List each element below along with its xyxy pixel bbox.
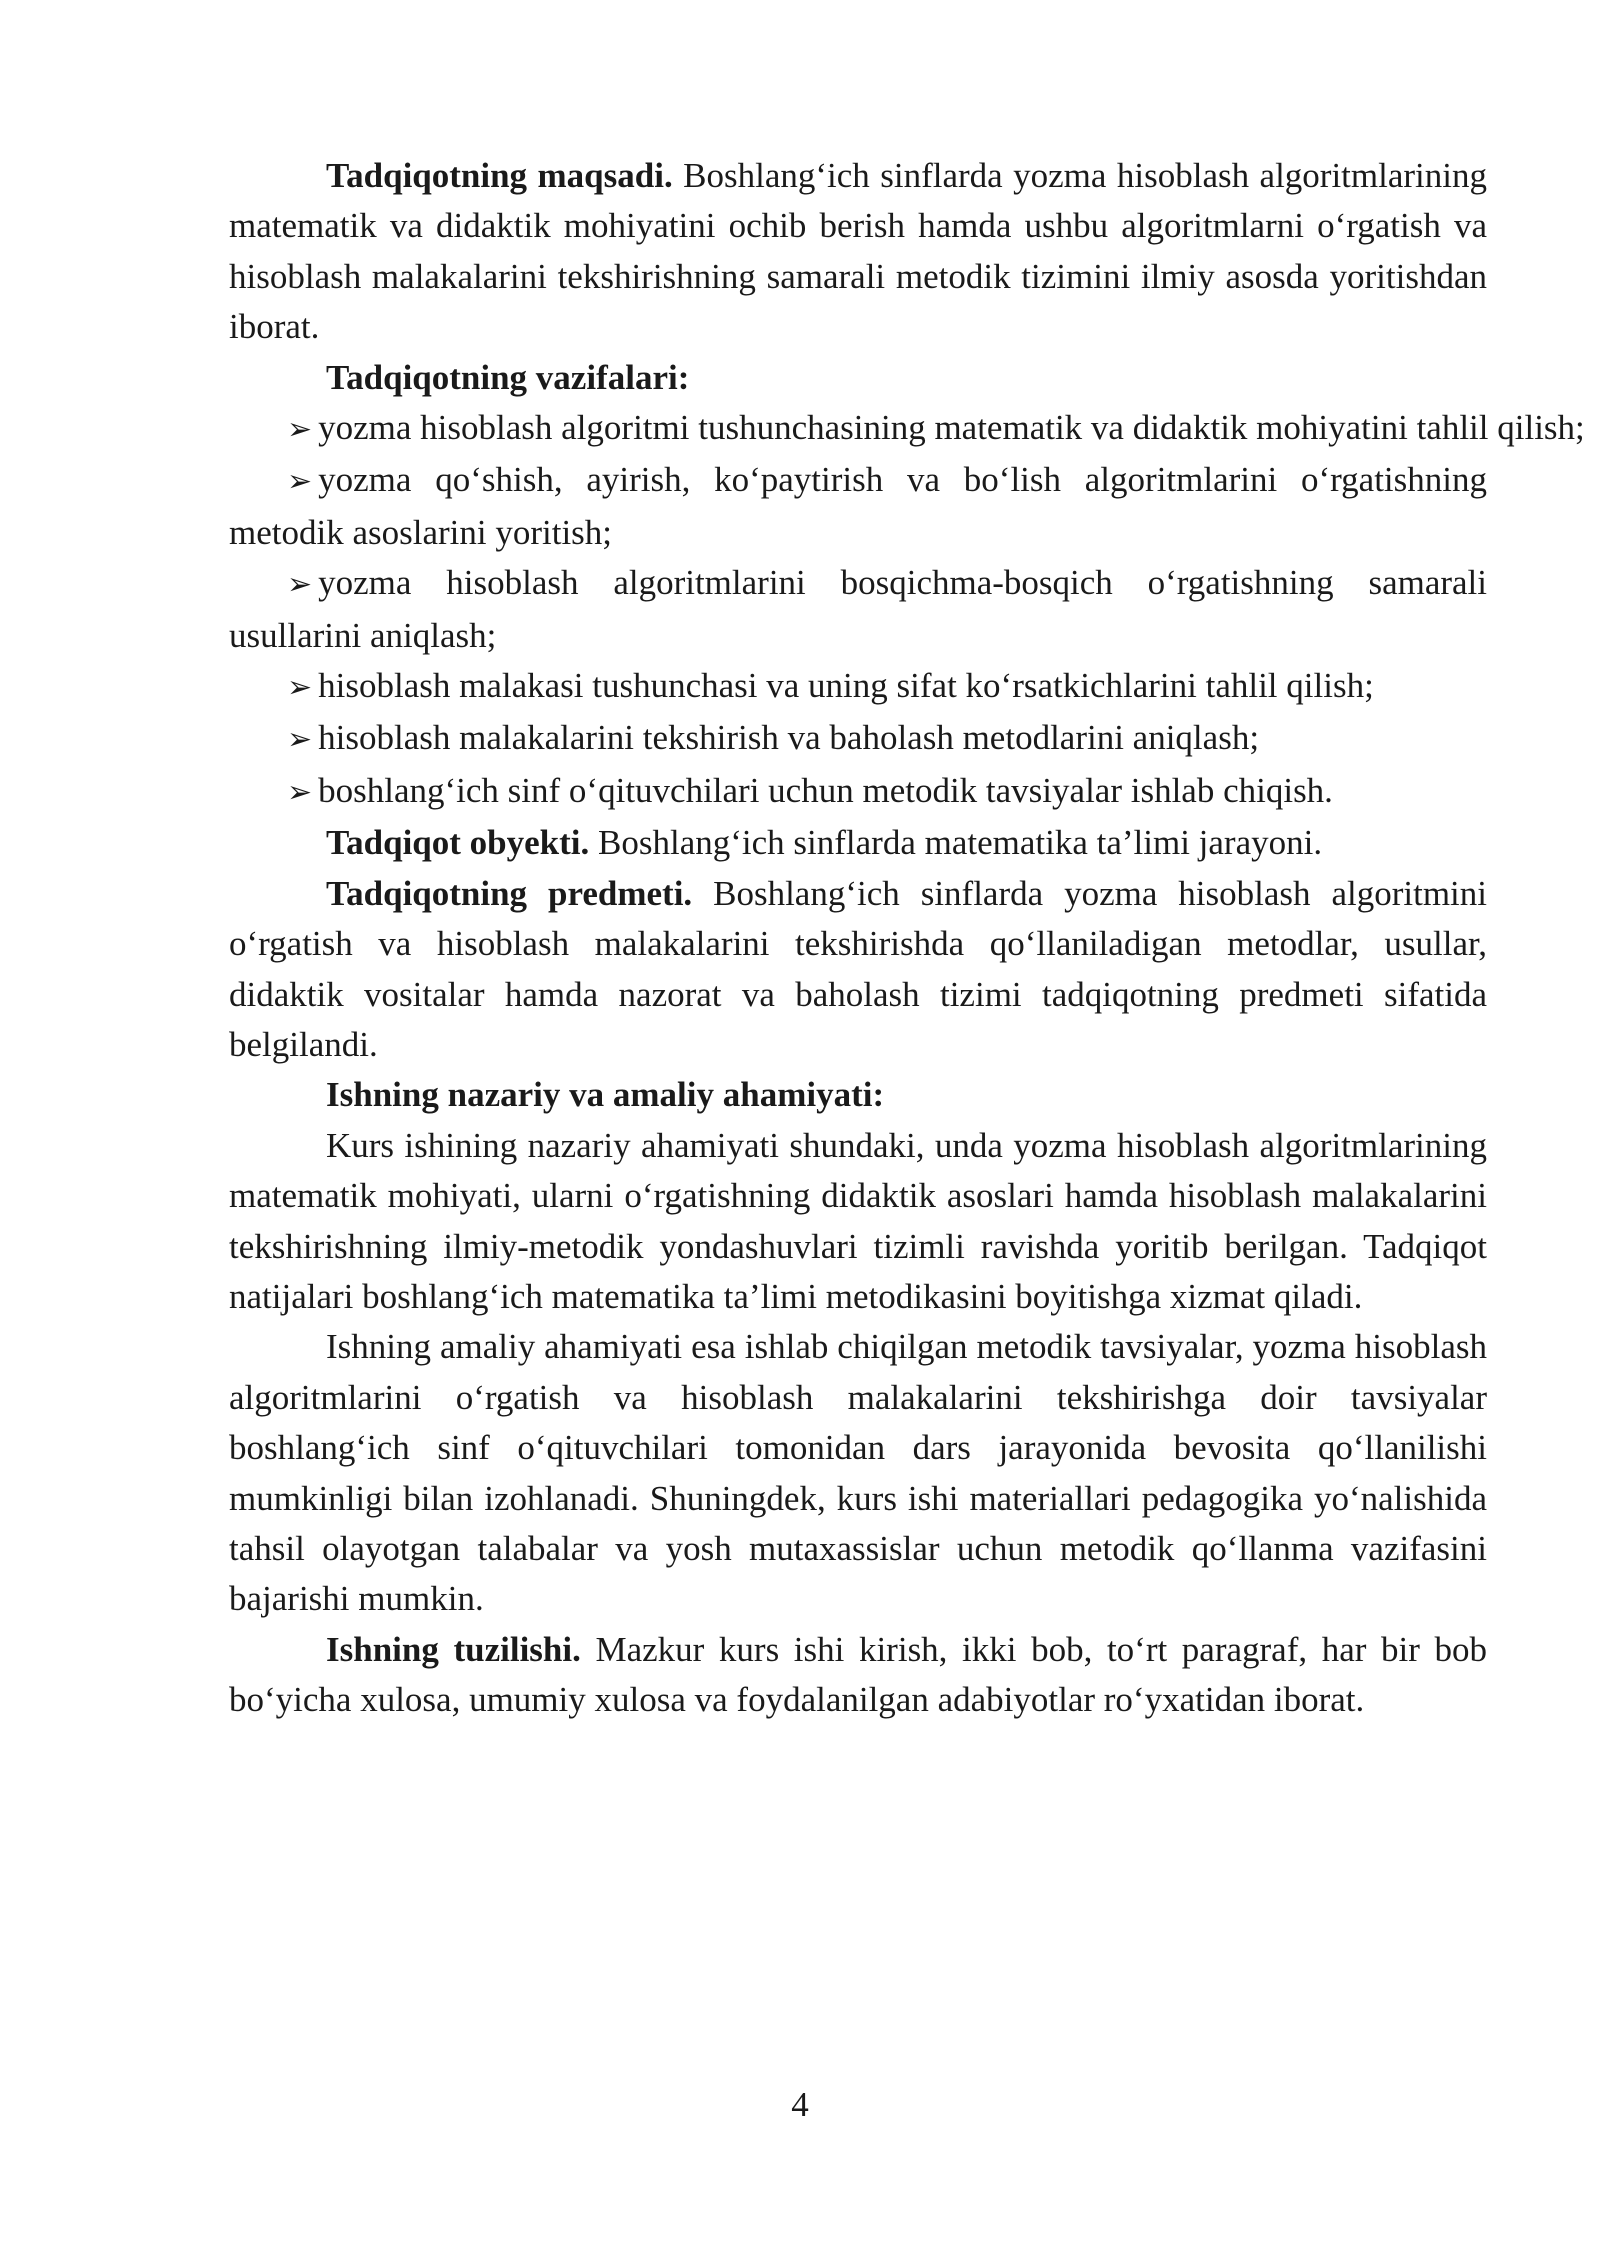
- research-subject-label: Tadqiqotning predmeti.: [326, 873, 693, 913]
- work-structure-label: Ishning tuzilishi.: [326, 1629, 581, 1669]
- task-item: [229, 455, 1487, 558]
- task-text: boshlang‘ich sinf o‘qituvchilari uchun metodik tavsiyalar ishlab chiqish.: [318, 770, 1333, 810]
- research-object-text: Boshlang‘ich sinflarda matematika ta’limi jarayoni.: [589, 823, 1323, 863]
- research-goal-text: Boshlang‘ich sinflarda yozma hisoblash algoritmlarining matematik va didaktik mohiyatini ochib berish hamda ushbu algoritmlarni o‘rgatish va hisoblash malakalarini tekshirishning samarali metodik tizimini ilmiy asosda yoritishdan iborat.: [229, 156, 1487, 347]
- research-object-label: Tadqiqot obyekti.: [326, 823, 590, 863]
- research-object-paragraph: [229, 818, 1487, 868]
- task-item: [229, 661, 1487, 713]
- research-goal-paragraph: [229, 151, 1487, 353]
- research-subject-text: Boshlang‘ich sinflarda yozma hisoblash algoritmini o‘rgatish va hisoblash malakalarini tekshirishda qo‘llaniladigan metodlar, usullar, didaktik vositalar hamda nazorat va baholash tizimi tadqiqotning predmeti sifatida belgilandi.: [229, 873, 1488, 1064]
- practical-significance-paragraph: Ishning amaliy ahamiyati esa ishlab chiqilgan metodik tavsiyalar, yozma hisoblash algoritmlarini o‘rgatish va hisoblash malakalarini tekshirishga doir tavsiyalar boshlang‘ich sinf o‘qituvchilari tomonidan dars jarayonida bevosita qo‘llanilishi mumkinligi bilan izohlanadi. Shuningdek, kurs ishi materiallari pedagogika yo‘nalishida tahsil olayotgan talabalar va yosh mutaxassislar uchun metodik qo‘llanma vazifasini bajarishi mumkin.: [229, 1327, 1487, 1619]
- arrow-bullet-icon: ➢: [287, 567, 313, 603]
- task-text: hisoblash malakalarini tekshirish va baholash metodlarini aniqlash;: [318, 718, 1260, 758]
- task-item: [229, 766, 1487, 818]
- task-text: yozma qo‘shish, ayirish, ko‘paytirish va bo‘lish algoritmlarini o‘rgatishning metodik asoslarini yoritish;: [229, 460, 1487, 552]
- task-item: [229, 713, 1487, 765]
- task-text: hisoblash malakasi tushunchasi va uning sifat ko‘rsatkichlarini tahlil qilish;: [318, 666, 1374, 706]
- page-content: [229, 151, 1585, 1726]
- task-item: [229, 558, 1487, 661]
- task-item: [229, 403, 1585, 455]
- task-text: yozma hisoblash algoritmi tushunchasining matematik va didaktik mohiyatini tahlil qilish;: [318, 408, 1585, 448]
- theoretical-significance-paragraph: Kurs ishining nazariy ahamiyati shundaki, unda yozma hisoblash algoritmlarining matematik mohiyati, ularni o‘rgatishning didaktik asoslari hamda hisoblash malakalarini tekshirishning ilmiy-metodik yondashuvlari tizimli ravishda yoritib berilgan. Tadqiqot natijalari boshlang‘ich matematika ta’limi metodikasini boyitishga xizmat qiladi.: [229, 1125, 1487, 1316]
- task-text: yozma hisoblash algoritmlarini bosqichma-bosqich o‘rgatishning samarali usullarini aniqlash;: [229, 563, 1487, 655]
- work-structure-paragraph: [229, 1625, 1487, 1726]
- research-tasks-heading: Tadqiqotning vazifalari:: [326, 357, 690, 397]
- page-number: 4: [791, 2085, 809, 2124]
- arrow-bullet-icon: ➢: [287, 670, 313, 706]
- significance-heading: Ishning nazariy va amaliy ahamiyati:: [326, 1075, 885, 1115]
- arrow-bullet-icon: ➢: [287, 722, 313, 758]
- work-structure-text: Mazkur kurs ishi kirish, ikki bob, to‘rt paragraf, har bir bob bo‘yicha xulosa, umumiy xulosa va foydalanilgan adabiyotlar ro‘yxatidan iborat.: [229, 1629, 1488, 1720]
- arrow-bullet-icon: ➢: [287, 464, 313, 500]
- research-subject-paragraph: [229, 869, 1487, 1071]
- arrow-bullet-icon: ➢: [287, 412, 313, 448]
- arrow-bullet-icon: ➢: [287, 774, 313, 810]
- research-goal-label: Tadqiqotning maqsadi.: [326, 156, 673, 195]
